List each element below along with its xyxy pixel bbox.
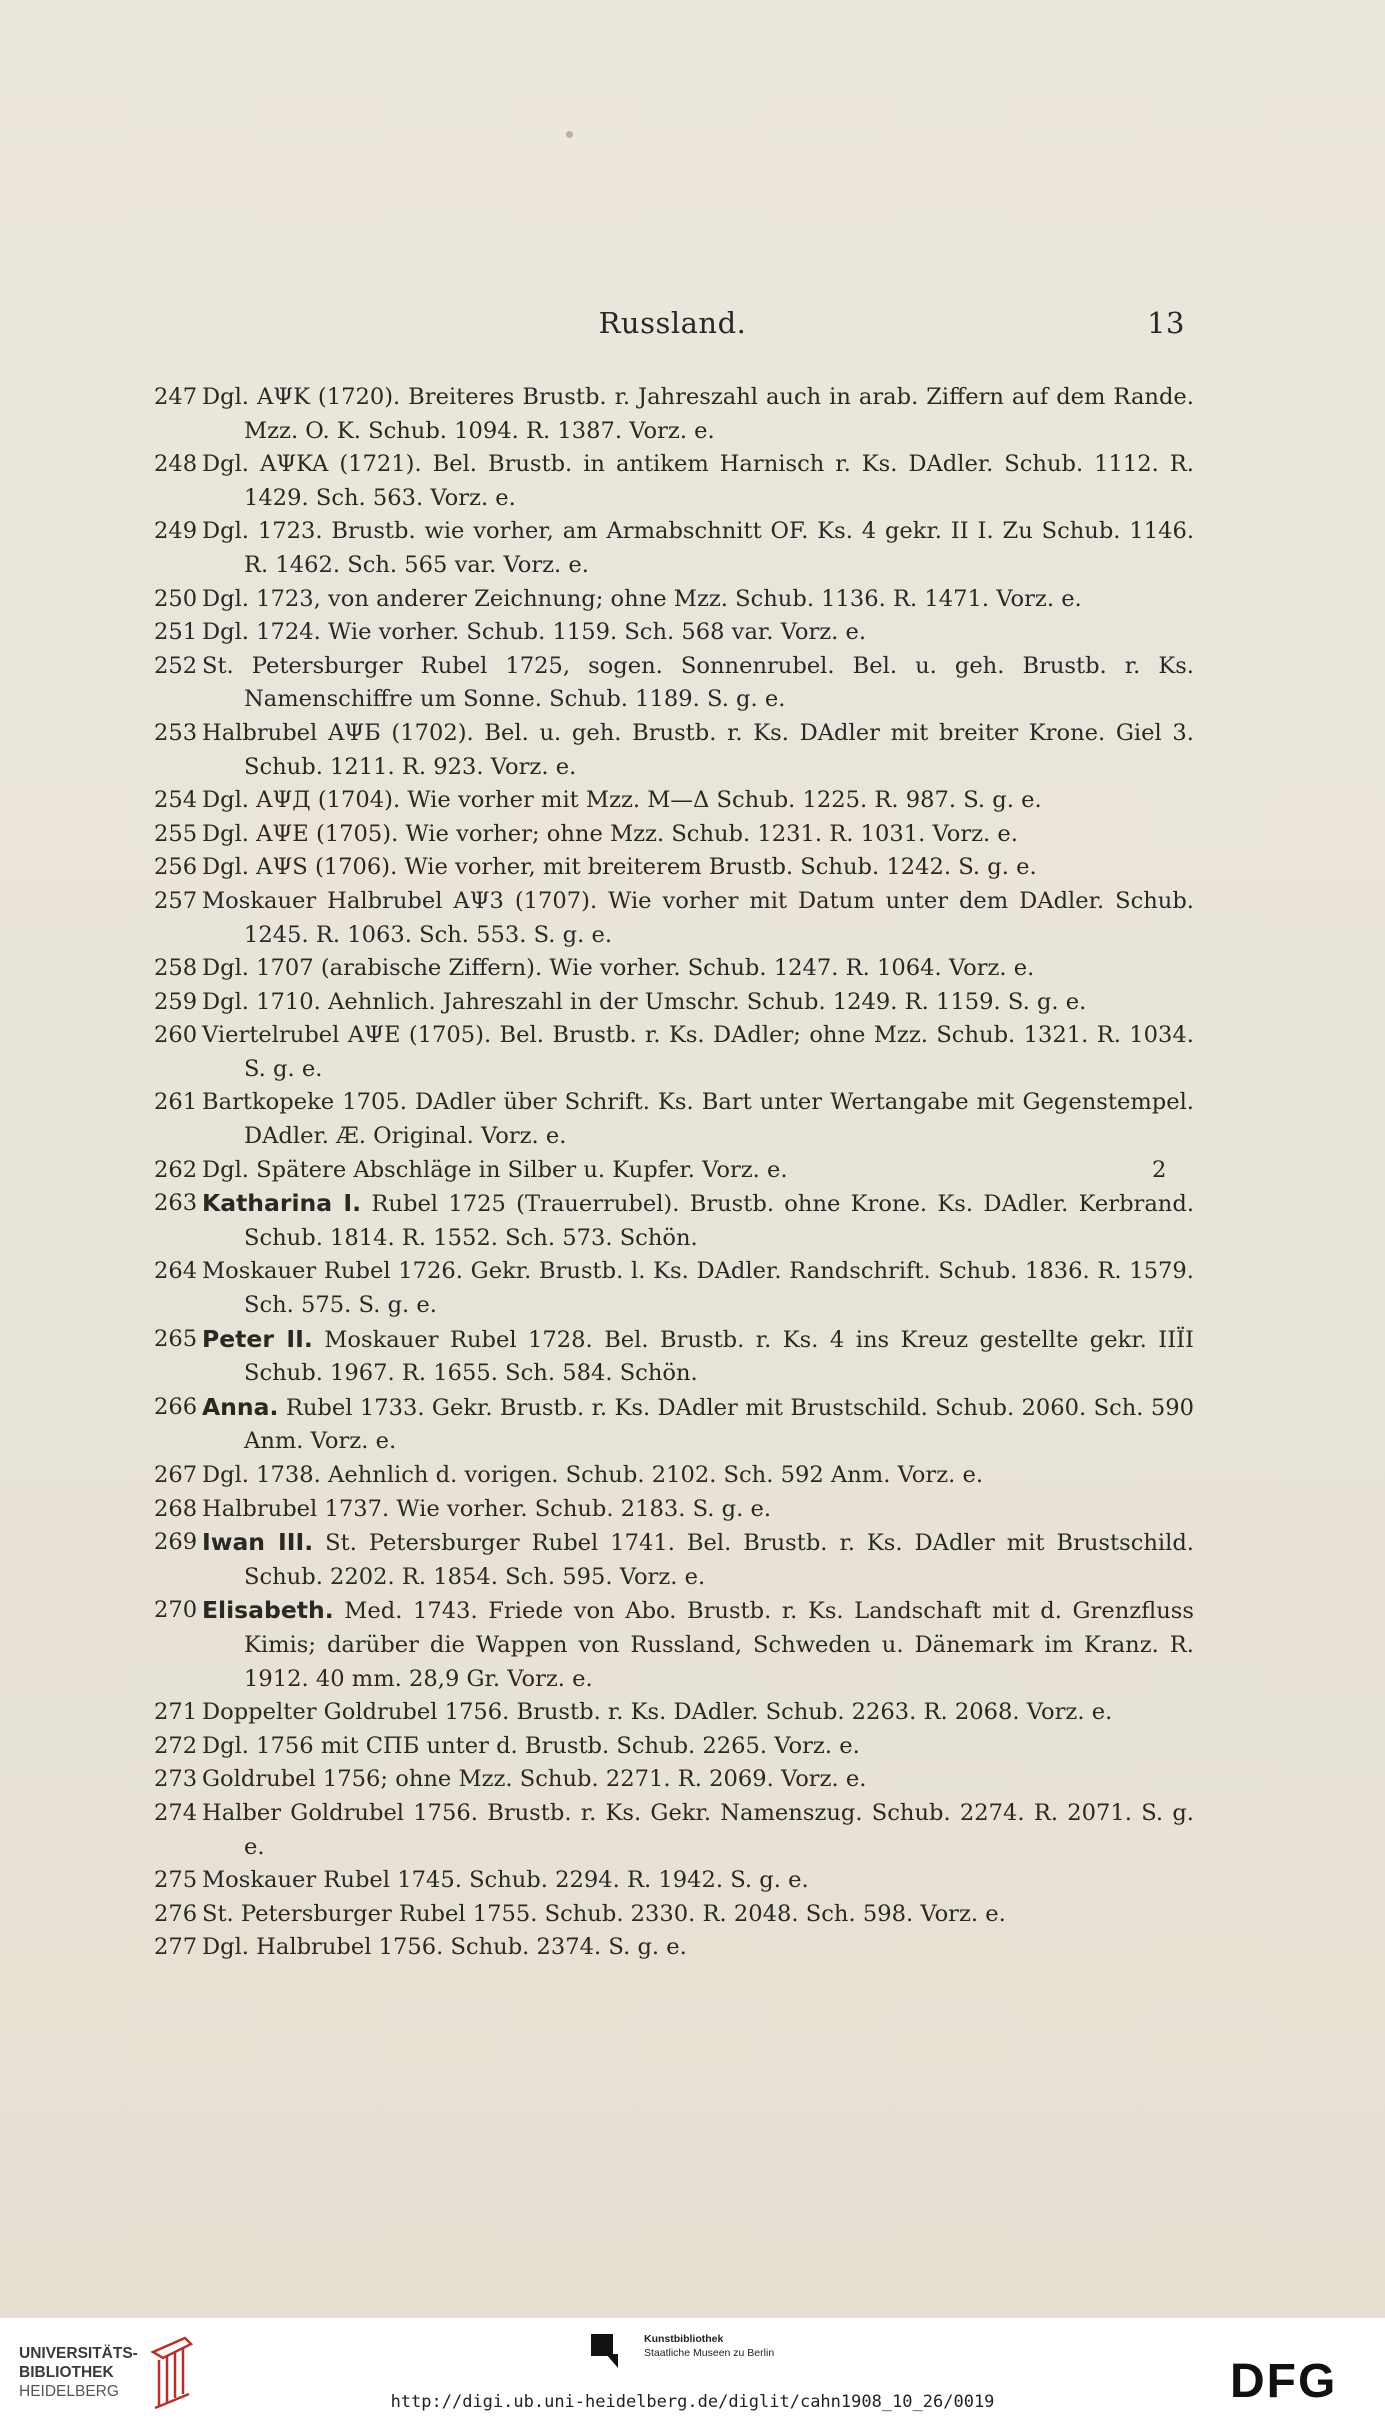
- catalog-entry: [154, 1898, 1194, 1932]
- entry-description: Dgl. AΨK (1720). Breiteres Brustb. r. Jahreszahl auch in arab. Ziffern auf dem Rande. Mzz. O. K. Schub. 1094. R. 1387. Vorz. e.: [202, 384, 1194, 444]
- entry-description: Halbrubel AΨБ (1702). Bel. u. geh. Brustb. r. Ks. DAdler mit breiter Krone. Giel 3. Schub. 1211. R. 923. Vorz. e.: [202, 719, 1194, 780]
- catalog-entry: [154, 583, 1194, 617]
- entry-description: St. Petersburger Rubel 1755. Schub. 2330. R. 2048. Sch. 598. Vorz. e.: [202, 1900, 1006, 1927]
- entry-description: Bartkopeke 1705. DAdler über Schrift. Ks. Bart unter Wertangabe mit Gegenstempel. DAdler. Æ. Original. Vorz. e.: [202, 1089, 1194, 1150]
- entry-number: 254: [154, 787, 198, 814]
- entry-text: [202, 1187, 1194, 1255]
- catalog-entry: [154, 1526, 1194, 1594]
- entry-number: 247: [154, 384, 198, 410]
- entry-number: 257: [154, 887, 198, 914]
- uni-logo-line1: UNIVERSITÄTS-: [19, 2345, 138, 2362]
- entry-text: [202, 1323, 1194, 1391]
- entry-description: St. Petersburger Rubel 1741. Bel. Brustb. r. Ks. DAdler mit Brustschild. Schub. 2202. R. 1854. Sch. 595. Vorz. e.: [244, 1530, 1194, 1590]
- entry-number: 258: [154, 955, 198, 982]
- kb-line2: Staatliche Museen zu Berlin: [644, 2347, 775, 2359]
- footer-bar: [0, 2318, 1385, 2422]
- entry-text: [202, 1696, 1194, 1730]
- entry-text: [202, 381, 1194, 448]
- catalog-entry: [154, 616, 1194, 650]
- catalog-entry: [154, 952, 1194, 986]
- dfg-logo[interactable]: DFG: [1230, 2355, 1338, 2408]
- catalog-entry: [154, 650, 1194, 717]
- entry-description: Dgl. 1756 mit СПБ unter d. Brustb. Schub. 2265. Vorz. e.: [202, 1732, 860, 1759]
- ruler-name: Peter II.: [202, 1324, 313, 1353]
- entry-text: [202, 952, 1194, 986]
- entry-description: Rubel 1725 (Trauerrubel). Brustb. ohne Krone. Ks. DAdler. Kerbrand. Schub. 1814. R. 1552. Sch. 573. Schön.: [244, 1191, 1194, 1251]
- entry-description: Dgl. AΨS (1706). Wie vorher, mit breiterem Brustb. Schub. 1242. S. g. e.: [202, 854, 1037, 881]
- entry-text: [202, 885, 1194, 952]
- entry-text: [202, 851, 1194, 885]
- entry-number: 269: [154, 1529, 198, 1556]
- entry-number: 248: [154, 451, 198, 478]
- entry-number: 249: [154, 518, 198, 545]
- catalog-entry: [154, 1797, 1194, 1864]
- entry-text: [202, 717, 1194, 784]
- entry-description: Goldrubel 1756; ohne Mzz. Schub. 2271. R. 2069. Vorz. e.: [202, 1766, 867, 1793]
- catalog-entry: [154, 1255, 1194, 1322]
- entry-text: [202, 583, 1194, 617]
- entry-description: Viertelrubel AΨE (1705). Bel. Brustb. r. Ks. DAdler; ohne Mzz. Schub. 1321. R. 1034. S. g. e.: [202, 1022, 1194, 1082]
- entry-text: [202, 1931, 1194, 1965]
- entry-number: 264: [154, 1258, 198, 1285]
- page-title: Russland.: [598, 306, 747, 340]
- catalog-entry: [154, 1730, 1194, 1764]
- entry-text: [202, 818, 1194, 852]
- entry-text: [202, 1763, 1194, 1797]
- entry-text: [202, 784, 1194, 818]
- entry-number: 252: [154, 652, 198, 679]
- entry-number: 274: [154, 1799, 198, 1826]
- entry-number: 270: [154, 1597, 198, 1624]
- catalog-entry: [154, 1154, 1194, 1188]
- entry-text: Dgl. Spätere Abschläge in Silber u. Kupfer. Vorz. e. 2: [202, 1156, 1167, 1183]
- entry-number: 273: [154, 1766, 198, 1793]
- page-header: [160, 306, 1185, 346]
- catalog-entry: [154, 1323, 1194, 1391]
- entry-text: [202, 1526, 1194, 1594]
- catalog-entry: [154, 1493, 1194, 1527]
- catalog-entry: [154, 1864, 1194, 1898]
- entry-number: 261: [154, 1089, 198, 1116]
- uni-logo-line3: HEIDELBERG: [19, 2383, 119, 2400]
- entry-number: 267: [154, 1462, 198, 1488]
- entry-text: [202, 515, 1194, 582]
- entry-text: [202, 986, 1194, 1020]
- catalog-entry: [154, 885, 1194, 952]
- catalog-entry: [154, 1391, 1194, 1459]
- entry-number: 262: [154, 1156, 198, 1183]
- entry-text: [202, 650, 1194, 717]
- catalog-entry: [154, 1086, 1194, 1153]
- entry-description: Dgl. 1707 (arabische Ziffern). Wie vorher. Schub. 1247. R. 1064. Vorz. e.: [202, 955, 1035, 982]
- catalog-entry: [154, 381, 1194, 448]
- catalog-entry: [154, 986, 1194, 1020]
- kunstbibliothek-logo-icon: [588, 2330, 630, 2372]
- entry-number: 268: [154, 1495, 198, 1522]
- entry-description: Dgl. 1710. Aehnlich. Jahreszahl in der Umschr. Schub. 1249. R. 1159. S. g. e.: [202, 988, 1087, 1015]
- entry-description: Rubel 1733. Gekr. Brustb. r. Ks. DAdler mit Brustschild. Schub. 2060. Sch. 590 Anm. Vorz. e.: [244, 1394, 1194, 1455]
- entry-text: [202, 1391, 1194, 1459]
- catalog-entry: [154, 1931, 1194, 1965]
- catalog-entry: [154, 717, 1194, 784]
- entry-description: Dgl. AΨKA (1721). Bel. Brustb. in antikem Harnisch r. Ks. DAdler. Schub. 1112. R. 1429. Sch. 563. Vorz. e.: [202, 451, 1194, 511]
- catalog-entry: [154, 1594, 1194, 1696]
- entry-number: 255: [154, 820, 198, 847]
- entry-description: Moskauer Rubel 1745. Schub. 2294. R. 1942. S. g. e.: [202, 1867, 809, 1894]
- entry-number: 266: [154, 1393, 198, 1420]
- catalog-entry: [154, 818, 1194, 852]
- catalog-entry: [154, 1696, 1194, 1730]
- entry-text: [202, 1493, 1194, 1527]
- entry-number: 263: [154, 1190, 198, 1217]
- entry-text: [202, 1459, 1194, 1493]
- entry-description: Halber Goldrubel 1756. Brustb. r. Ks. Gekr. Namenszug. Schub. 2274. R. 2071. S. g. e.: [202, 1799, 1194, 1860]
- ruler-name: Anna.: [202, 1392, 279, 1421]
- entry-text: [202, 1864, 1194, 1898]
- entry-text: [202, 1255, 1194, 1322]
- catalog-entries: [154, 381, 1194, 1965]
- catalog-entry: [154, 1459, 1194, 1493]
- entry-description: Dgl. AΨД (1704). Wie vorher mit Mzz. M—Δ Schub. 1225. R. 987. S. g. e.: [202, 787, 1042, 814]
- entry-text: [202, 616, 1194, 650]
- catalog-entry: [154, 448, 1194, 515]
- entry-number: 272: [154, 1732, 198, 1759]
- catalog-entry: [154, 515, 1194, 582]
- entry-text: [202, 1797, 1194, 1864]
- entry-text: [202, 448, 1194, 515]
- ruler-name: Katharina I.: [202, 1189, 362, 1218]
- entry-description: Dgl. Halbrubel 1756. Schub. 2374. S. g. e.: [202, 1934, 687, 1961]
- entry-text: [202, 1730, 1194, 1764]
- entry-text: [202, 1898, 1194, 1932]
- entry-description: Dgl. Spätere Abschläge in Silber u. Kupfer. Vorz. e.: [202, 1156, 788, 1183]
- entry-description: Moskauer Halbrubel AΨ3 (1707). Wie vorher mit Datum unter dem DAdler. Schub. 1245. R. 1063. Sch. 553. S. g. e.: [202, 887, 1194, 948]
- entry-number: 253: [154, 719, 198, 746]
- catalog-entry: [154, 1187, 1194, 1255]
- entry-description: Med. 1743. Friede von Abo. Brustb. r. Ks. Landschaft mit d. Grenzfluss Kimis; darüber die Wappen von Russland, Schweden u. Dänemark im Kranz. R. 1912. 40 mm. 28,9 Gr. Vorz. e.: [244, 1598, 1194, 1692]
- catalog-entry: [154, 1763, 1194, 1797]
- kunstbibliothek-logo[interactable]: [644, 2332, 774, 2360]
- entry-number: 276: [154, 1900, 198, 1927]
- catalog-entry: [154, 851, 1194, 885]
- entry-number: 271: [154, 1699, 198, 1726]
- ruler-name: Elisabeth.: [202, 1596, 334, 1625]
- catalog-entry: [154, 1019, 1194, 1086]
- entry-description: Dgl. 1723, von anderer Zeichnung; ohne Mzz. Schub. 1136. R. 1471. Vorz. e.: [202, 585, 1082, 612]
- entry-description: Moskauer Rubel 1726. Gekr. Brustb. l. Ks. DAdler. Randschrift. Schub. 1836. R. 1579. Sch. 575. S. g. e.: [202, 1258, 1194, 1319]
- entry-number: 275: [154, 1867, 198, 1894]
- entry-number: 250: [154, 585, 198, 612]
- entry-number: 256: [154, 854, 198, 881]
- kb-line1: Kunstbibliothek: [644, 2333, 724, 2345]
- entry-description: Halbrubel 1737. Wie vorher. Schub. 2183. S. g. e.: [202, 1495, 772, 1522]
- entry-number: 277: [154, 1934, 198, 1961]
- entry-description: Dgl. 1724. Wie vorher. Schub. 1159. Sch. 568 var. Vorz. e.: [202, 619, 867, 646]
- entry-description: Dgl. 1738. Aehnlich d. vorigen. Schub. 2102. Sch. 592 Anm. Vorz. e.: [202, 1462, 984, 1488]
- entry-number: 265: [154, 1325, 198, 1352]
- entry-number: 251: [154, 619, 198, 646]
- permalink-url[interactable]: http://digi.ub.uni-heidelberg.de/diglit/cahn1908_10_26/0019: [390, 2392, 995, 2412]
- uni-logo-line2: BIBLIOTHEK: [19, 2364, 114, 2381]
- entry-text: [202, 1594, 1194, 1696]
- entry-number: 260: [154, 1022, 198, 1049]
- entry-text: [202, 1086, 1194, 1153]
- entry-description: Dgl. 1723. Brustb. wie vorher, am Armabschnitt OF. Ks. 4 gekr. II I. Zu Schub. 1146. R. 1462. Sch. 565 var. Vorz. e.: [202, 518, 1194, 578]
- entry-number: 259: [154, 988, 198, 1015]
- page-number: 13: [1147, 306, 1185, 340]
- entry-description: Dgl. AΨE (1705). Wie vorher; ohne Mzz. Schub. 1231. R. 1031. Vorz. e.: [202, 820, 1018, 847]
- entry-description: Doppelter Goldrubel 1756. Brustb. r. Ks. DAdler. Schub. 2263. R. 2068. Vorz. e.: [202, 1699, 1113, 1726]
- ink-spot: [566, 131, 573, 138]
- entry-description: St. Petersburger Rubel 1725, sogen. Sonnenrubel. Bel. u. geh. Brustb. r. Ks. Namenschiffre um Sonne. Schub. 1189. S. g. e.: [202, 652, 1194, 713]
- ruler-name: Iwan III.: [202, 1528, 314, 1557]
- entry-text: [202, 1019, 1194, 1086]
- catalog-entry: [154, 784, 1194, 818]
- entry-description: Moskauer Rubel 1728. Bel. Brustb. r. Ks. 4 ins Kreuz gestellte gekr. IIЇI Schub. 1967. R. 1655. Sch. 584. Schön.: [244, 1326, 1194, 1387]
